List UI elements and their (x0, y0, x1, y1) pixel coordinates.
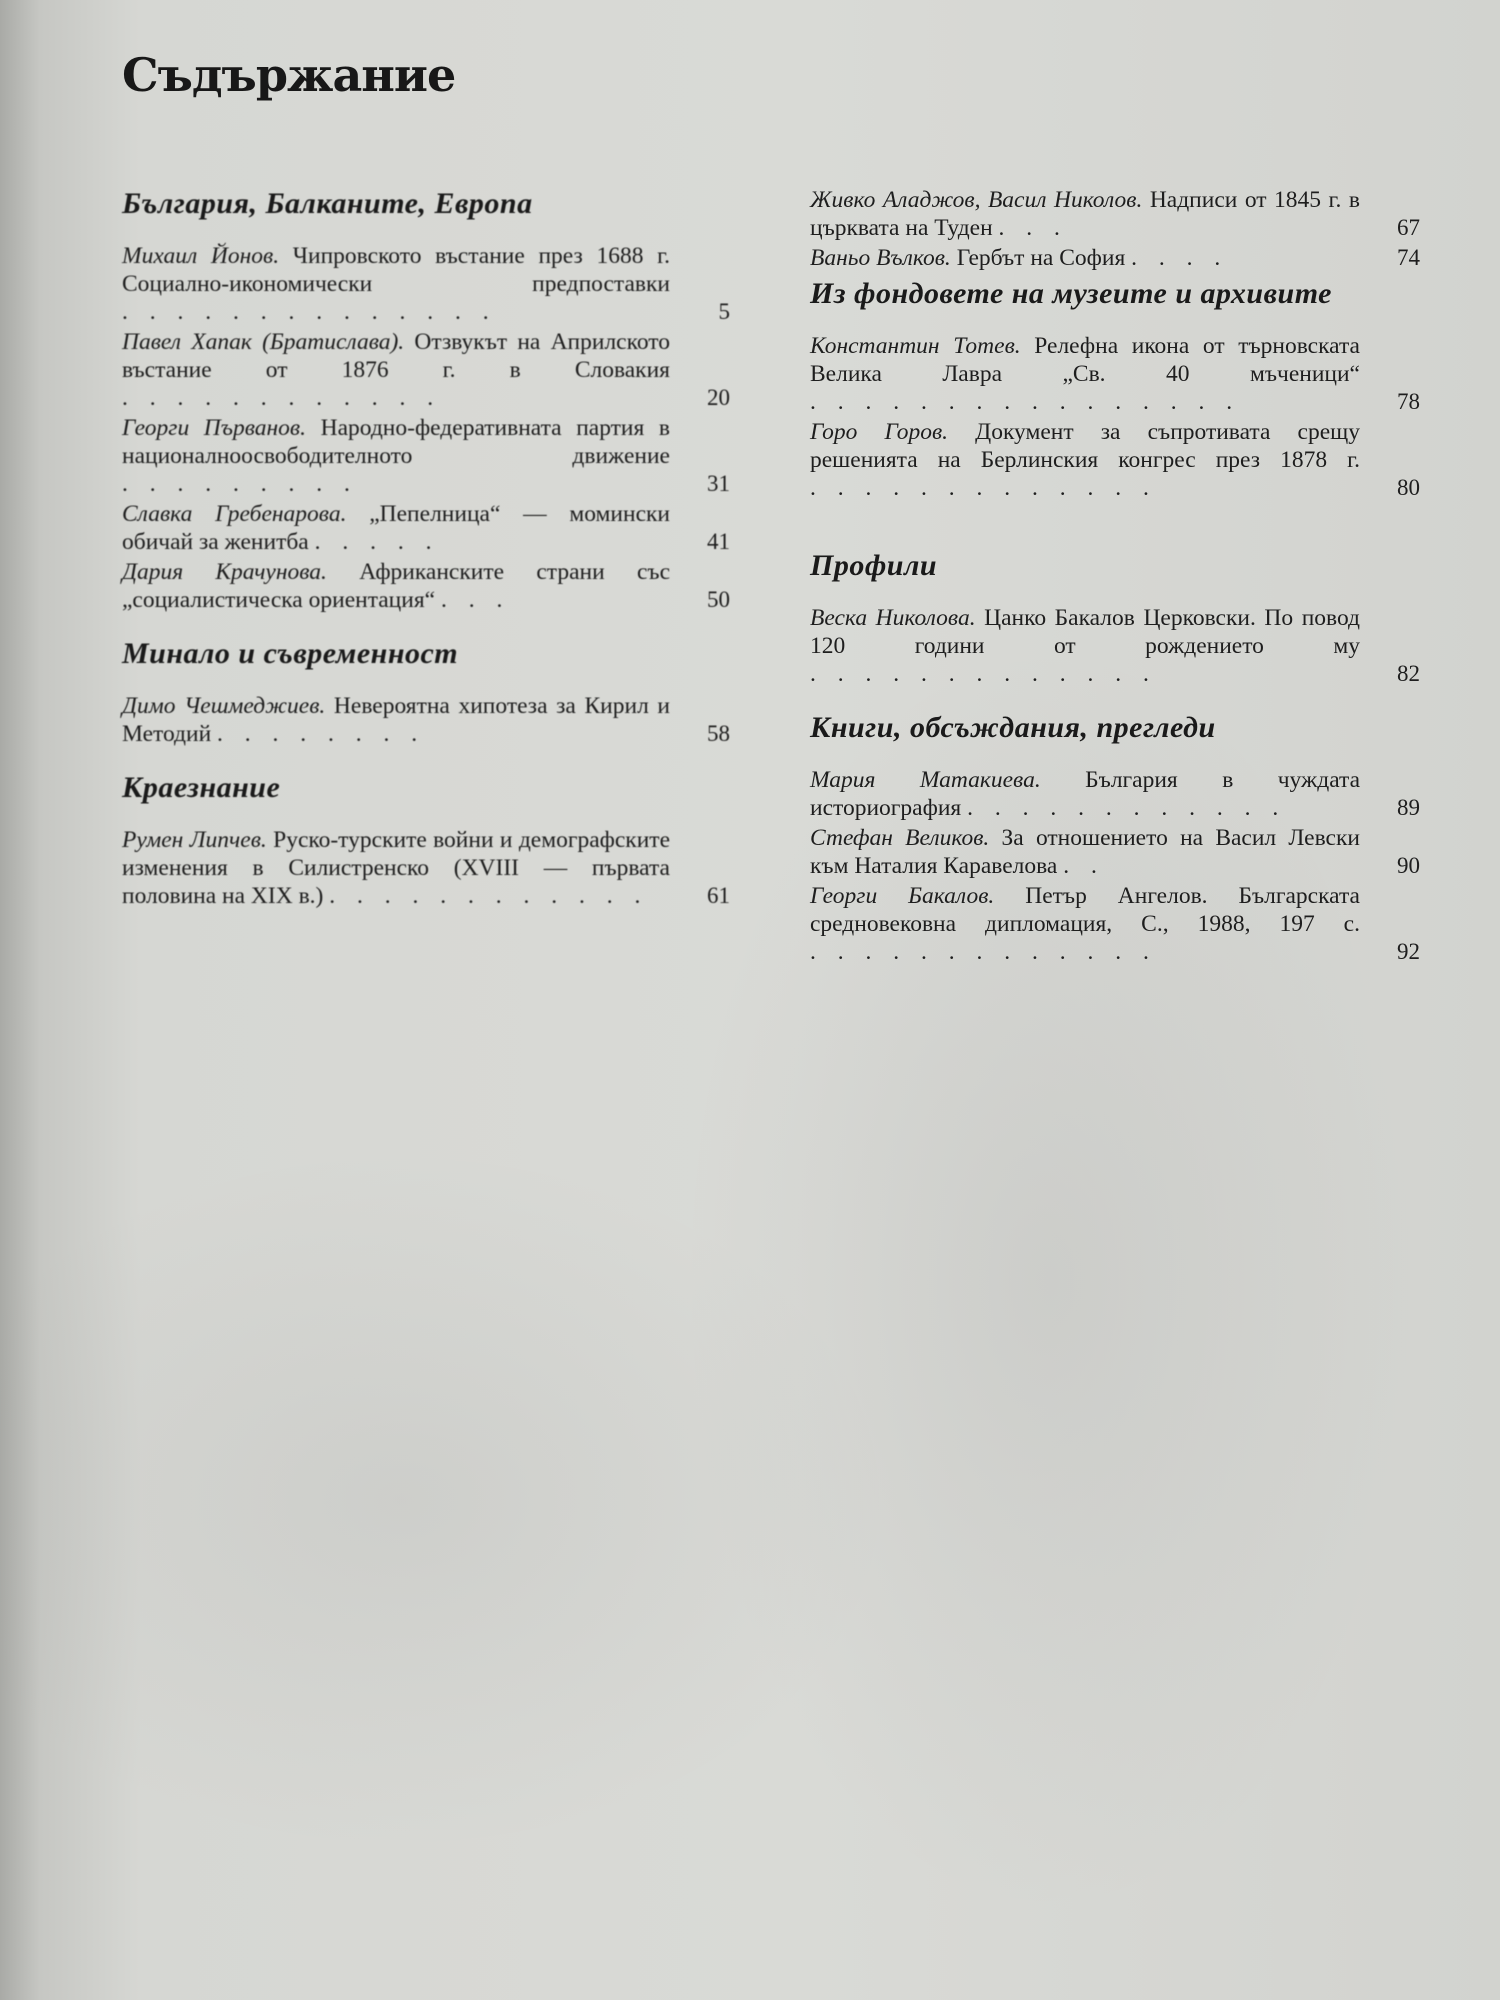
entry-author: Славка Гребенарова. (122, 501, 347, 527)
entry-author: Димо Чешмеджиев. (122, 693, 326, 719)
section-heading: Из фондовете на музеите и архивите (810, 277, 1332, 310)
entry-author: Стефан Великов. (810, 825, 990, 851)
toc-entry: Михаил Йонов. Чипровското въстание през 1688 г. Социално-икономически предпоставки . . . . . . . . . . . . . . 5 (122, 243, 730, 325)
entry-page-number: 89 (1397, 795, 1420, 820)
entry-title: Народно-федеративната партия в националноосвободителното движение (122, 415, 670, 469)
entry-page-number: 50 (707, 587, 730, 612)
entry-author: Живко Аладжов, Васил Николов. (810, 187, 1143, 213)
entry-author: Румен Липчев. (122, 827, 267, 853)
entry-page-number: 31 (707, 471, 730, 496)
toc-entry: Дария Крачунова. Африканските страни със „социалистическа ориентация“ . . . 50 (122, 559, 730, 613)
entry-page-number: 90 (1397, 853, 1420, 878)
entry-title: Документ за съпротивата срещу решенията на Берлинския конгрес през 1878 г. (810, 419, 1360, 473)
entry-page-number: 82 (1397, 661, 1420, 686)
toc-left-column (122, 186, 730, 912)
entry-author: Константин Тотев. (810, 333, 1021, 359)
entry-title: Чипровското въстание през 1688 г. Социално-икономически предпоставки (122, 243, 670, 297)
entry-title: Отзвукът на Априлското въстание от 1876 г. в Словакия (122, 329, 670, 383)
toc-entry: Георги Първанов. Народно-федеративната партия в националноосвободителното движение . . . . . . . . . 31 (122, 415, 730, 497)
entry-title: Надписи от 1845 г. в църквата на Туден (810, 187, 1361, 241)
entry-page-number: 78 (1397, 389, 1420, 414)
entry-page-number: 67 (1397, 215, 1420, 240)
toc-entry: Мария Матакиева. България в чуждата историография . . . . . . . . . . . . 89 (810, 767, 1420, 821)
entry-page-number: 41 (707, 529, 730, 554)
entry-title: България в чуждата историография (810, 767, 1361, 821)
entry-title: За отношението на Васил Левски към Наталия Каравелова (810, 825, 1360, 879)
entry-author: Георги Бакалов. (810, 883, 995, 909)
entry-author: Михаил Йонов. (122, 243, 280, 269)
toc-entry: Павел Хапак (Братислава). Отзвукът на Априлското въстание от 1876 г. в Словакия . . . . . . . . . . . . 20 (122, 329, 730, 411)
section-heading: Минало и съвременност (122, 637, 459, 670)
toc-right-column (810, 186, 1420, 968)
toc-entry: Горо Горов. Документ за съпротивата срещу решенията на Берлинския конгрес през 1878 г. . . . . . . . . . . . . . 80 (810, 419, 1420, 501)
section-heading: България, Балканите, Европа (122, 187, 533, 220)
entry-title: Цанко Бакалов Церковски. По повод 120 години от рождението му (810, 605, 1360, 659)
entry-author: Павел Хапак (Братислава). (122, 329, 405, 355)
entry-author: Веска Николова. (810, 605, 976, 631)
toc-entry: Константин Тотев. Релефна икона от търновската Велика Лавра „Св. 40 мъченици“ . . . . . . . . . . . . . . . . 78 (810, 333, 1420, 415)
entry-page-number: 74 (1397, 245, 1420, 270)
entry-title: Невероятна хипотеза за Кирил и Методий (122, 693, 670, 747)
toc-entry: Ваньо Вълков. Гербът на София . . . . 74 (810, 245, 1420, 271)
entry-page-number: 92 (1397, 939, 1420, 964)
toc-entry: Димо Чешмеджиев. Невероятна хипотеза за Кирил и Методий . . . . . . . . 58 (122, 693, 730, 747)
entry-author: Дария Крачунова. (122, 559, 327, 585)
entry-title: Африканските страни със „социалистическа ориентация“ (122, 559, 670, 613)
section-heading: Профили (810, 549, 938, 582)
section-heading: Книги, обсъждания, прегледи (810, 711, 1216, 744)
toc-entry: Живко Аладжов, Васил Николов. Надписи от 1845 г. в църквата на Туден . . . 67 (810, 187, 1420, 241)
entry-title: Релефна икона от търновската Велика Лавра „Св. 40 мъченици“ (810, 333, 1360, 387)
toc-entry: Стефан Великов. За отношението на Васил Левски към Наталия Каравелова . . 90 (810, 825, 1420, 879)
entry-title: „Пепелница“ — момински обичай за женитба (122, 501, 670, 555)
toc-entry: Георги Бакалов. Петър Ангелов. Българската средновековна дипломация, С., 1988, 197 с. . . . . . . . . . . . . . 92 (810, 883, 1420, 965)
entry-author: Ваньо Вълков. (810, 245, 951, 271)
entry-author: Горо Горов. (810, 419, 949, 445)
entry-page-number: 80 (1397, 475, 1420, 500)
entry-page-number: 61 (707, 883, 730, 908)
toc-entry: Славка Гребенарова. „Пепелница“ — момински обичай за женитба . . . . . 41 (122, 501, 730, 555)
entry-title: Петър Ангелов. Българската средновековна дипломация, С., 1988, 197 с. (810, 883, 1360, 937)
section-heading: Краезнание (122, 771, 281, 804)
entry-author: Георги Първанов. (122, 415, 307, 441)
entry-page-number: 5 (718, 299, 730, 324)
toc-entry: Веска Николова. Цанко Бакалов Церковски. По повод 120 години от рождението му . . . . . . . . . . . . . 82 (810, 605, 1420, 687)
entry-title: Руско-турските войни и демографските изменения в Силистренско (XVIII — първата половина на XIX в.) (122, 827, 670, 909)
entry-page-number: 58 (707, 721, 730, 746)
entry-title: Гербът на София (950, 245, 1126, 271)
page-title: Съдържание (122, 48, 456, 102)
entry-author: Мария Матакиева. (810, 767, 1041, 793)
toc-entry: Румен Липчев. Руско-турските войни и демографските изменения в Силистренско (XVIII — първата половина на XIX в.) . . . . . . . . . . . . 61 (122, 827, 730, 909)
entry-page-number: 20 (707, 385, 730, 410)
